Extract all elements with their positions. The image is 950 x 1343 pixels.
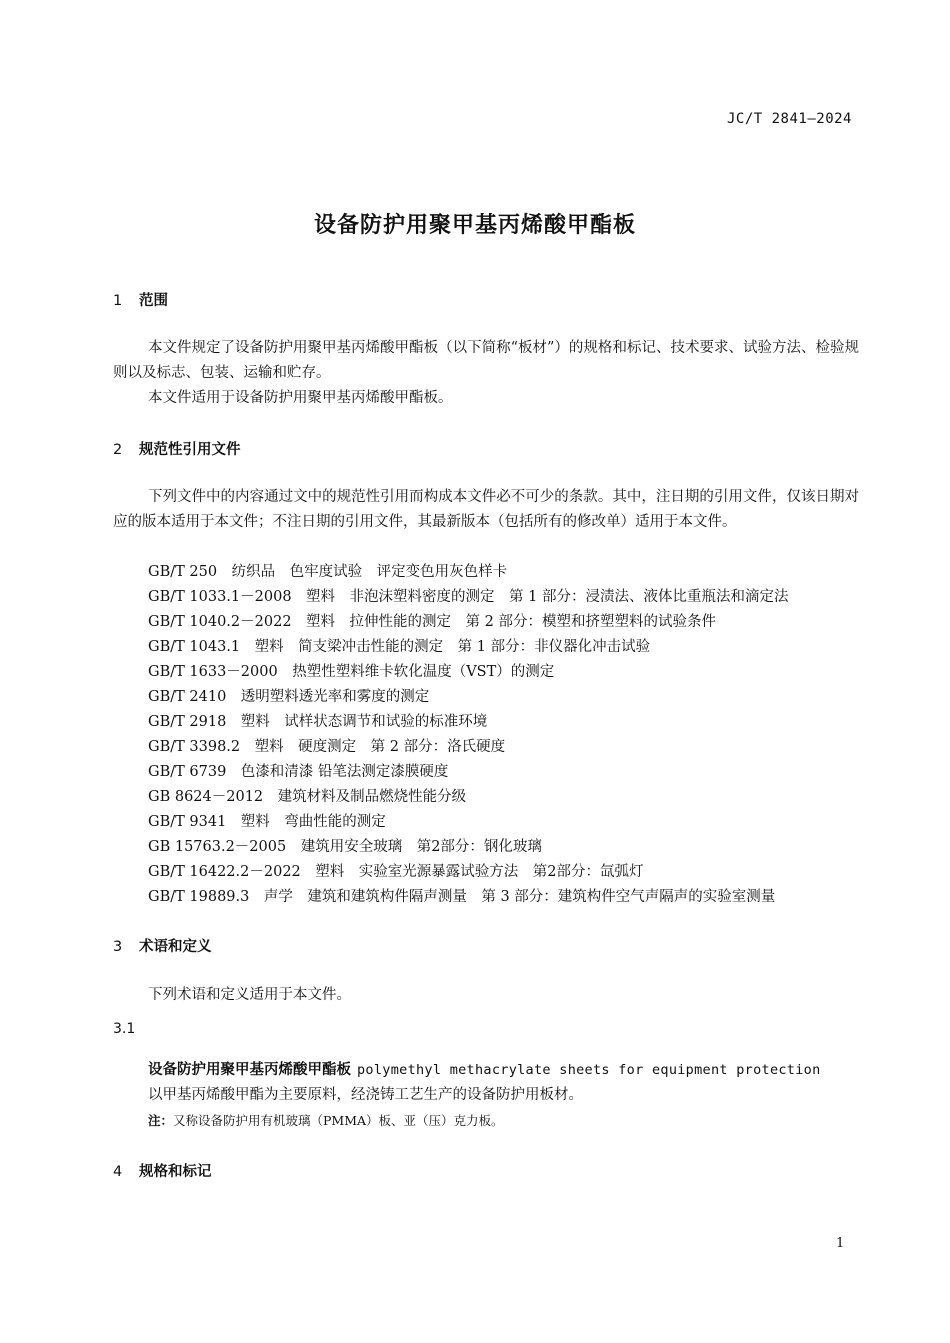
section-1-heading bbox=[113, 289, 168, 310]
reference-item: GB/T 16422.2－2022 塑料 实验室光源暴露试验方法 第2部分：氙弧灯 bbox=[148, 864, 644, 880]
term-english: polymethyl methacrylate sheets for equipment protection bbox=[357, 1062, 821, 1078]
section-title: 规格和标记 bbox=[139, 1164, 212, 1180]
reference-item: GB/T 1040.2－2022 塑料 拉伸性能的测定 第 2 部分：模塑和挤塑塑料的试验条件 bbox=[148, 614, 716, 630]
note-text: 又称设备防护用有机玻璃（PMMA）板、亚（压）克力板。 bbox=[173, 1113, 504, 1128]
page-number: 1 bbox=[836, 1236, 845, 1251]
section-number: 1 bbox=[113, 293, 123, 309]
term-number: 3.1 bbox=[113, 1021, 136, 1037]
reference-item: GB/T 1043.1 塑料 简支梁冲击性能的测定 第 1 部分：非仪器化冲击试验 bbox=[148, 639, 651, 655]
scope-paragraph-2: 本文件适用于设备防护用聚甲基丙烯酸甲酯板。 bbox=[148, 390, 453, 406]
reference-item: GB/T 250 纺织品 色牢度试验 评定变色用灰色样卡 bbox=[148, 564, 508, 580]
reference-item: GB 15763.2－2005 建筑用安全玻璃 第2部分：钢化玻璃 bbox=[148, 839, 542, 855]
section-4-heading bbox=[113, 1160, 212, 1181]
normative-intro: 下列文件中的内容通过文中的规范性引用而构成本文件必不可少的条款。其中，注日期的引用文件，仅该日期对应的版本适用于本文件；不注日期的引用文件，其最新版本（包括所有的修改单）适用于本文件。 bbox=[113, 489, 859, 530]
section-number: 3 bbox=[113, 939, 123, 955]
terms-intro: 下列术语和定义适用于本文件。 bbox=[148, 987, 351, 1003]
document-title: 设备防护用聚甲基丙烯酸甲酯板 bbox=[313, 213, 636, 238]
section-title: 范围 bbox=[139, 293, 168, 309]
section-number: 4 bbox=[113, 1164, 123, 1180]
reference-item: GB/T 3398.2 塑料 硬度测定 第 2 部分：洛氏硬度 bbox=[148, 739, 506, 755]
reference-item: GB/T 2918 塑料 试样状态调节和试验的标准环境 bbox=[148, 714, 488, 730]
reference-item: GB/T 19889.3 声学 建筑和建筑构件隔声测量 第 3 部分：建筑构件空气声隔声的实验室测量 bbox=[148, 889, 776, 905]
term-entry bbox=[148, 1058, 821, 1079]
reference-list bbox=[148, 560, 788, 910]
term-note bbox=[148, 1110, 504, 1132]
reference-item: GB/T 1633－2000 热塑性塑料维卡软化温度（VST）的测定 bbox=[148, 664, 555, 680]
term-definition: 以甲基丙烯酸甲酯为主要原料，经浇铸工艺生产的设备防护用板材。 bbox=[148, 1087, 583, 1103]
reference-item: GB 8624－2012 建筑材料及制品燃烧性能分级 bbox=[148, 789, 467, 805]
section-title: 术语和定义 bbox=[139, 939, 212, 955]
reference-item: GB/T 1033.1－2008 塑料 非泡沫塑料密度的测定 第 1 部分：浸渍法、液体比重瓶法和滴定法 bbox=[148, 589, 789, 605]
term-chinese: 设备防护用聚甲基丙烯酸甲酯板 bbox=[148, 1062, 351, 1078]
section-number: 2 bbox=[113, 442, 123, 458]
section-title: 规范性引用文件 bbox=[139, 442, 241, 458]
note-label: 注： bbox=[148, 1113, 174, 1128]
section-2-heading bbox=[113, 438, 241, 459]
reference-item: GB/T 6739 色漆和清漆 铅笔法测定漆膜硬度 bbox=[148, 764, 449, 780]
document-code: JC/T 2841—2024 bbox=[726, 111, 852, 127]
section-3-heading bbox=[113, 935, 212, 956]
scope-paragraph-1: 本文件规定了设备防护用聚甲基丙烯酸甲酯板（以下简称“板材”）的规格和标记、技术要求、试验方法、检验规则以及标志、包装、运输和贮存。 bbox=[113, 340, 859, 381]
reference-item: GB/T 9341 塑料 弯曲性能的测定 bbox=[148, 814, 386, 830]
reference-item: GB/T 2410 透明塑料透光率和雾度的测定 bbox=[148, 689, 430, 705]
